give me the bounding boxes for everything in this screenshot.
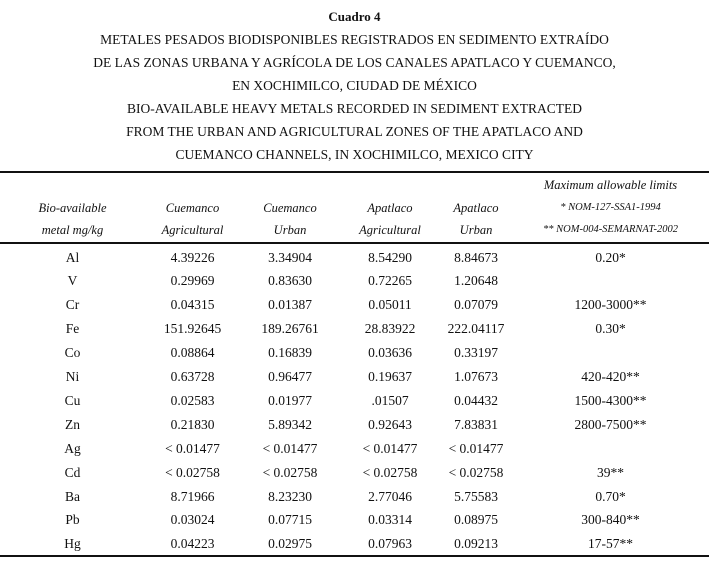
cell-apatlaco-urban: < 0.01477 (448, 440, 504, 456)
cell-max-limit: 1500-4300** (574, 392, 647, 408)
cell-metal: Fe (65, 321, 80, 337)
cell-cuemanco-urban: 0.16839 (268, 345, 312, 361)
cell-apatlaco-urban: 8.84673 (454, 249, 498, 265)
cell-apatlaco-agricultural: 0.03636 (368, 345, 412, 361)
cell-apatlaco-urban: 5.75583 (454, 488, 498, 504)
cell-cuemanco-agricultural: 0.63728 (170, 369, 215, 385)
table-row (0, 437, 709, 461)
cell-apatlaco-agricultural: 2.77046 (368, 488, 412, 504)
header-metal-1: Bio-available (38, 200, 107, 215)
cell-cuemanco-urban: 5.89342 (268, 416, 312, 432)
cell-cuemanco-agricultural: 0.04223 (170, 536, 215, 552)
cell-max-limit: 0.30* (595, 321, 626, 337)
cell-apatlaco-urban: 0.04432 (454, 392, 498, 408)
cell-cuemanco-agricultural: 0.08864 (170, 345, 215, 361)
cell-metal: Zn (65, 416, 80, 432)
table-row (0, 341, 709, 365)
top-rule (0, 171, 709, 173)
cell-apatlaco-agricultural: 0.05011 (368, 297, 412, 313)
title-line-es-2: DE LAS ZONAS URBANA Y AGRÍCOLA DE LOS CANALES APATLACO Y CUEMANCO, (93, 55, 616, 70)
title-line-es-3: EN XOCHIMILCO, CIUDAD DE MÉXICO (232, 78, 477, 93)
header-c1-2: Agricultural (161, 223, 224, 237)
cell-metal: Hg (64, 536, 81, 552)
cell-apatlaco-agricultural: .01507 (371, 392, 409, 408)
cell-apatlaco-urban: 222.04117 (447, 321, 505, 337)
cell-max-limit: 0.20* (595, 249, 626, 265)
cell-cuemanco-urban: 0.02975 (268, 536, 312, 552)
cell-apatlaco-agricultural: 0.92643 (368, 416, 412, 432)
cell-cuemanco-agricultural: 0.21830 (170, 416, 215, 432)
metals-table (0, 174, 709, 556)
cell-cuemanco-agricultural: 8.71966 (170, 488, 215, 504)
cell-metal: Co (64, 345, 81, 361)
cell-metal: Ag (64, 440, 81, 456)
table-row (0, 461, 709, 485)
cell-max-limit: 0.70* (595, 488, 626, 504)
header-c3-1: Apatlaco (367, 200, 413, 215)
cell-max-limit: 300-840** (581, 512, 640, 528)
cell-cuemanco-agricultural: 4.39226 (170, 249, 215, 265)
cell-metal: Cd (64, 464, 81, 480)
cell-apatlaco-urban: 0.07079 (454, 297, 498, 313)
cell-max-limit: 420-420** (581, 369, 640, 385)
cell-metal: Al (65, 249, 80, 265)
cell-apatlaco-urban: 1.07673 (454, 369, 498, 385)
table-row (0, 317, 709, 341)
cell-apatlaco-agricultural: 0.07963 (368, 536, 412, 552)
table-caption (0, 6, 709, 166)
cell-cuemanco-agricultural: < 0.01477 (165, 440, 220, 456)
cell-apatlaco-urban: 7.83831 (454, 416, 498, 432)
cell-cuemanco-urban: 3.34904 (268, 249, 312, 265)
cell-cuemanco-urban: < 0.02758 (262, 464, 318, 480)
cell-metal: Ba (65, 488, 80, 504)
header-limits-title: Maximum allowable limits (543, 178, 678, 192)
cell-max-limit (512, 341, 709, 365)
cell-max-limit: 2800-7500** (574, 416, 647, 432)
cell-cuemanco-urban: 8.23230 (268, 488, 312, 504)
cell-cuemanco-urban: 0.01387 (268, 297, 312, 313)
cell-cuemanco-agricultural: 0.03024 (170, 512, 215, 528)
cell-metal: Pb (65, 512, 80, 528)
cell-max-limit (512, 437, 709, 461)
cell-apatlaco-agricultural: 0.03314 (368, 512, 412, 528)
cell-max-limit: 1200-3000** (574, 297, 647, 313)
cell-metal: V (67, 273, 78, 289)
header-c3-2: Agricultural (359, 223, 421, 237)
cell-apatlaco-agricultural: 28.83922 (364, 321, 416, 337)
table-row (0, 532, 709, 556)
cell-apatlaco-agricultural: 0.72265 (368, 273, 412, 289)
table-row (0, 413, 709, 437)
table-row (0, 485, 709, 509)
cell-cuemanco-agricultural: < 0.02758 (165, 464, 220, 480)
cell-cuemanco-agricultural: 0.02583 (170, 392, 215, 408)
cell-max-limit: 17-57** (588, 536, 633, 552)
table-row (0, 389, 709, 413)
cell-apatlaco-urban: < 0.02758 (448, 464, 504, 480)
header-c2-1: Cuemanco (263, 200, 317, 215)
cell-cuemanco-urban: 0.01977 (268, 392, 312, 408)
cell-cuemanco-agricultural: 0.29969 (170, 273, 215, 289)
cell-cuemanco-urban: 0.07715 (268, 512, 312, 528)
header-metal-2: metal mg/kg (41, 223, 104, 237)
cell-metal: Ni (65, 369, 80, 385)
cell-metal: Cr (65, 297, 80, 313)
cell-cuemanco-urban: 0.96477 (268, 369, 312, 385)
title-line-en-1: BIO-AVAILABLE HEAVY METALS RECORDED IN SEDIMENT EXTRACTED (127, 101, 582, 116)
header-limits-nom127: * NOM-127-SSA1-1994 (560, 201, 661, 213)
table-row (0, 365, 709, 389)
cell-apatlaco-agricultural: 8.54290 (368, 249, 412, 265)
title-line-en-3: CUEMANCO CHANNELS, IN XOCHIMILCO, MEXICO CITY (175, 147, 534, 162)
cell-apatlaco-urban: 0.08975 (454, 512, 498, 528)
cell-max-limit (512, 269, 709, 293)
cell-max-limit: 39** (597, 464, 624, 480)
cell-apatlaco-urban: 0.09213 (454, 536, 498, 552)
cell-cuemanco-urban: 189.26761 (261, 321, 319, 337)
header-limits-nom004: ** NOM-004-SEMARNAT-2002 (542, 224, 679, 235)
table-number: Cuadro 4 (328, 9, 381, 24)
header-c4-1: Apatlaco (453, 200, 499, 215)
title-line-es-1: METALES PESADOS BIODISPONIBLES REGISTRADOS EN SEDIMENTO EXTRAÍDO (100, 32, 609, 47)
cell-apatlaco-agricultural: < 0.02758 (362, 464, 418, 480)
title-line-en-2: FROM THE URBAN AND AGRICULTURAL ZONES OF THE APATLACO AND (126, 124, 583, 139)
table-row (0, 508, 709, 532)
cell-cuemanco-agricultural: 0.04315 (170, 297, 215, 313)
cell-metal: Cu (64, 392, 81, 408)
cell-apatlaco-agricultural: 0.19637 (368, 369, 412, 385)
header-c2-2: Urban (273, 223, 307, 237)
cell-apatlaco-urban: 0.33197 (454, 345, 498, 361)
cell-cuemanco-agricultural: 151.92645 (163, 321, 222, 337)
cell-cuemanco-urban: 0.83630 (268, 273, 312, 289)
cell-cuemanco-urban: < 0.01477 (262, 440, 318, 456)
cell-apatlaco-agricultural: < 0.01477 (362, 440, 418, 456)
header-c4-2: Urban (459, 223, 493, 237)
table-row (0, 242, 709, 270)
table-row (0, 269, 709, 293)
cell-apatlaco-urban: 1.20648 (454, 273, 498, 289)
header-c1-1: Cuemanco (165, 200, 220, 215)
table-row (0, 293, 709, 317)
